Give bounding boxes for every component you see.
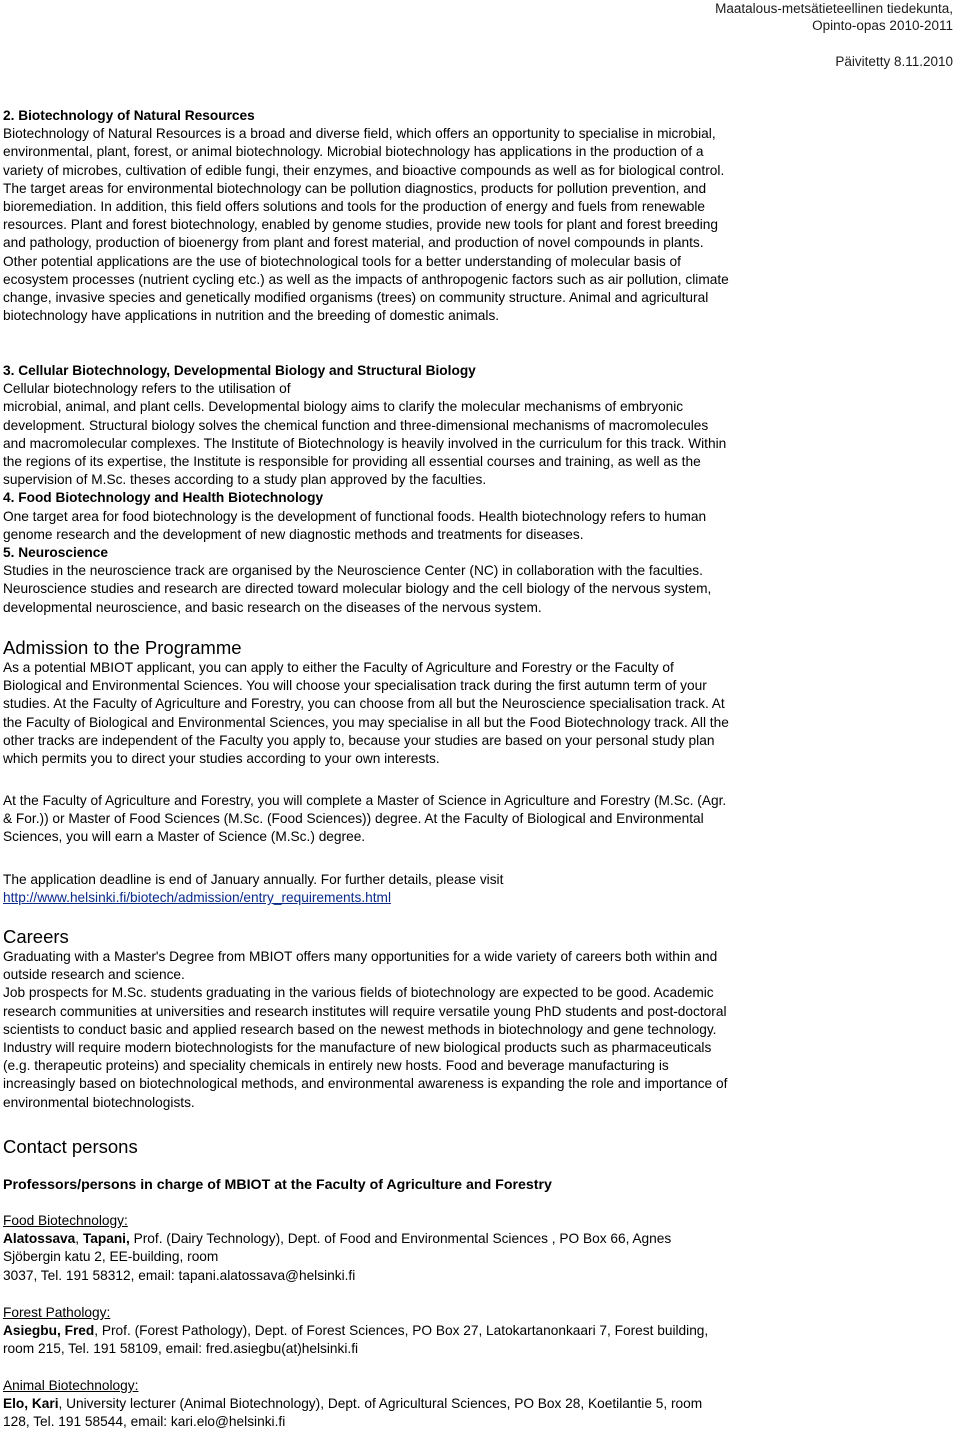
text-line: change, invasive species and genetically modified organisms (trees) on community structure. Animal and agricultural bbox=[3, 290, 709, 306]
text-line: the regions of its expertise, the Institute is responsible for providing all essential courses and training, as well as the bbox=[3, 454, 701, 470]
text-line: ecosystem processes (nutrient cycling etc.) as well as the impacts of anthropogenic factors such as air pollution, climate bbox=[3, 271, 729, 287]
admission-link[interactable]: http://www.helsinki.fi/biotech/admission/entry_requirements.html bbox=[3, 890, 391, 906]
contact-details: 128, Tel. 191 58544, email: kari.elo@helsinki.fi bbox=[3, 1414, 286, 1430]
text-line: The target areas for environmental biotechnology can be pollution diagnostics, products for pollution prevention, and bbox=[3, 180, 707, 196]
section-title: 5. Neuroscience bbox=[3, 545, 108, 561]
text-line: research communities at universities and research institutes will require versatile young PhD students and post-doctoral bbox=[3, 1003, 727, 1019]
text-line: genome research and the development of new diagnostic methods and treatments for diseases. bbox=[3, 526, 584, 542]
header-faculty: Maatalous-metsätieteellinen tiedekunta, bbox=[715, 1, 953, 16]
text-line: increasingly based on biotechnological methods, and environmental awareness is expanding the role and importance of bbox=[3, 1076, 728, 1092]
contact-details: , University lecturer (Animal Biotechnology), Dept. of Agricultural Sciences, PO Box 28, Koetilantie 5, room bbox=[58, 1396, 703, 1412]
text-line: Biotechnology of Natural Resources is a broad and diverse field, which offers an opportunity to specialise in microbial, bbox=[3, 126, 716, 142]
text-line: other tracks are independent of the Faculty you apply to, because your studies are based on your personal study plan bbox=[3, 732, 715, 748]
admission-paragraph-3 bbox=[3, 871, 955, 907]
text-line: studies. At the Faculty of Agriculture and Forestry, you can choose from all but the Neuroscience specialisation track. At bbox=[3, 696, 725, 712]
text-line: At the Faculty of Agriculture and Forestry, you will complete a Master of Science in Agriculture and Forestry (M.Sc. (Agr. bbox=[3, 793, 727, 808]
contact-forest-pathology bbox=[3, 1304, 955, 1359]
text-line: variety of microbes, cultivation of edible fungi, their enzymes, and bioactive compounds as well as for biological control. bbox=[3, 162, 725, 178]
contact-details: 3037, Tel. 191 58312, email: tapani.alatossava@helsinki.fi bbox=[3, 1267, 356, 1283]
contact-name: Alatossava bbox=[3, 1231, 76, 1247]
text-line: biotechnology have applications in nutrition and the breeding of domestic animals. bbox=[3, 308, 500, 324]
text-line: Industry will require modern biotechnologists for the manufacture of new biological products such as pharmaceuticals bbox=[3, 1040, 712, 1056]
contact-details: Sjöbergin katu 2, EE-building, room bbox=[3, 1249, 219, 1265]
section-cellular bbox=[3, 362, 955, 617]
text-line: microbial, animal, and plant cells. Developmental biology aims to clarify the molecular mechanisms of embryonic bbox=[3, 399, 684, 415]
text-line: environmental biotechnologists. bbox=[3, 1094, 195, 1110]
text-line: outside research and science. bbox=[3, 967, 185, 983]
text-line: resources. Plant and forest biotechnology, enabled by genome studies, provide new tools for plant and forest breeding bbox=[3, 217, 718, 233]
text-line: As a potential MBIOT applicant, you can apply to either the Faculty of Agriculture and Forestry or the Faculty of bbox=[3, 660, 674, 675]
text-line: and pathology, production of bioenergy from plant and forest material, and production of novel compounds in plants. bbox=[3, 235, 704, 251]
text-line: Studies in the neuroscience track are organised by the Neuroscience Center (NC) in collaboration with the faculties. bbox=[3, 563, 703, 579]
contact-details: room 215, Tel. 191 58109, email: fred.asiegbu(at)helsinki.fi bbox=[3, 1341, 359, 1357]
text-line: which permits you to direct your studies according to your own interests. bbox=[3, 751, 440, 767]
header-updated: Päivitetty 8.11.2010 bbox=[835, 54, 953, 69]
text-line: (e.g. therapeutic proteins) and speciality chemicals in entirely new hosts. Food and beverage manufacturing is bbox=[3, 1058, 669, 1074]
admission-heading: Admission to the Programme bbox=[3, 637, 242, 658]
contact-name: Asiegbu, Fred bbox=[3, 1323, 95, 1339]
contact-category: Food Biotechnology: bbox=[3, 1213, 128, 1228]
text-line: Neuroscience studies and research are directed toward molecular biology and the cell biology of the nervous system, bbox=[3, 581, 712, 597]
section-title: 2. Biotechnology of Natural Resources bbox=[3, 108, 255, 123]
careers-heading: Careers bbox=[3, 926, 69, 947]
section-title: 4. Food Biotechnology and Health Biotechnology bbox=[3, 490, 324, 506]
text-line: the Faculty of Biological and Environmental Sciences, you may specialise in all but the Food Biotechnology track. All the bbox=[3, 714, 729, 730]
text-line: Other potential applications are the use of biotechnological tools for a better understanding of molecular basis of bbox=[3, 253, 681, 269]
text-line: Cellular biotechnology refers to the utilisation of bbox=[3, 381, 291, 397]
text-line: One target area for food biotechnology is the development of functional foods. Health biotechnology refers to human bbox=[3, 508, 707, 524]
text-line: Graduating with a Master's Degree from MBIOT offers many opportunities for a wide variety of careers both within and bbox=[3, 949, 718, 964]
contacts-subtitle: Professors/persons in charge of MBIOT at the Faculty of Agriculture and Forestry bbox=[3, 1177, 552, 1193]
contact-category: Forest Pathology: bbox=[3, 1305, 111, 1320]
contacts-heading: Contact persons bbox=[3, 1136, 138, 1157]
contact-category: Animal Biotechnology: bbox=[3, 1378, 139, 1393]
text-line: environmental, plant, forest, or animal biotechnology. Microbial biotechnology has applications in the production of a bbox=[3, 144, 704, 160]
contact-details: Prof. (Dairy Technology), Dept. of Food and Environmental Sciences , PO Box 66, Agnes bbox=[129, 1231, 672, 1247]
text-line: Biological and Environmental Sciences. You will choose your specialisation track during the first autumn term of your bbox=[3, 678, 707, 694]
text-line: developmental neuroscience, and basic research on the diseases of the nervous system. bbox=[3, 599, 542, 615]
text-line: Sciences, you will earn a Master of Science (M.Sc.) degree. bbox=[3, 829, 366, 845]
text-line: supervision of M.Sc. theses according to a study plan approved by the faculties. bbox=[3, 472, 487, 488]
text-line: & For.)) or Master of Food Sciences (M.Sc. (Food Sciences)) degree. At the Faculty of Biological and Environmental bbox=[3, 811, 704, 827]
contact-animal-biotechnology bbox=[3, 1377, 955, 1432]
header-guide: Opinto-opas 2010-2011 bbox=[812, 18, 953, 33]
section-natural-resources bbox=[3, 107, 955, 325]
text-line: The application deadline is end of January annually. For further details, please visit bbox=[3, 872, 504, 887]
contact-separator: , bbox=[75, 1231, 83, 1247]
contact-first-name: Tapani, bbox=[82, 1231, 130, 1247]
text-line: development. Structural biology solves the chemical function and three-dimensional mechanisms of macromolecules bbox=[3, 417, 709, 433]
text-line: scientists to conduct basic and applied research based on the newest methods in biotechnology and gene technology. bbox=[3, 1021, 717, 1037]
careers-paragraph bbox=[3, 948, 955, 1112]
contact-food-biotechnology bbox=[3, 1212, 955, 1285]
admission-paragraph-1 bbox=[3, 659, 955, 768]
text-line: and macromolecular complexes. The Institute of Biotechnology is heavily involved in the curriculum for this track. Within bbox=[3, 435, 727, 451]
text-line: bioremediation. In addition, this field offers solutions and tools for the production of energy and fuels from renewable bbox=[3, 199, 706, 215]
contact-name: Elo, Kari bbox=[3, 1396, 59, 1412]
text-line: Job prospects for M.Sc. students graduating in the various fields of biotechnology are expected to be good. Academic bbox=[3, 985, 714, 1001]
contact-details: , Prof. (Forest Pathology), Dept. of Forest Sciences, PO Box 27, Latokartanonkaari 7, Forest building, bbox=[94, 1323, 709, 1339]
admission-paragraph-2 bbox=[3, 792, 955, 847]
section-title: 3. Cellular Biotechnology, Developmental Biology and Structural Biology bbox=[3, 363, 476, 378]
